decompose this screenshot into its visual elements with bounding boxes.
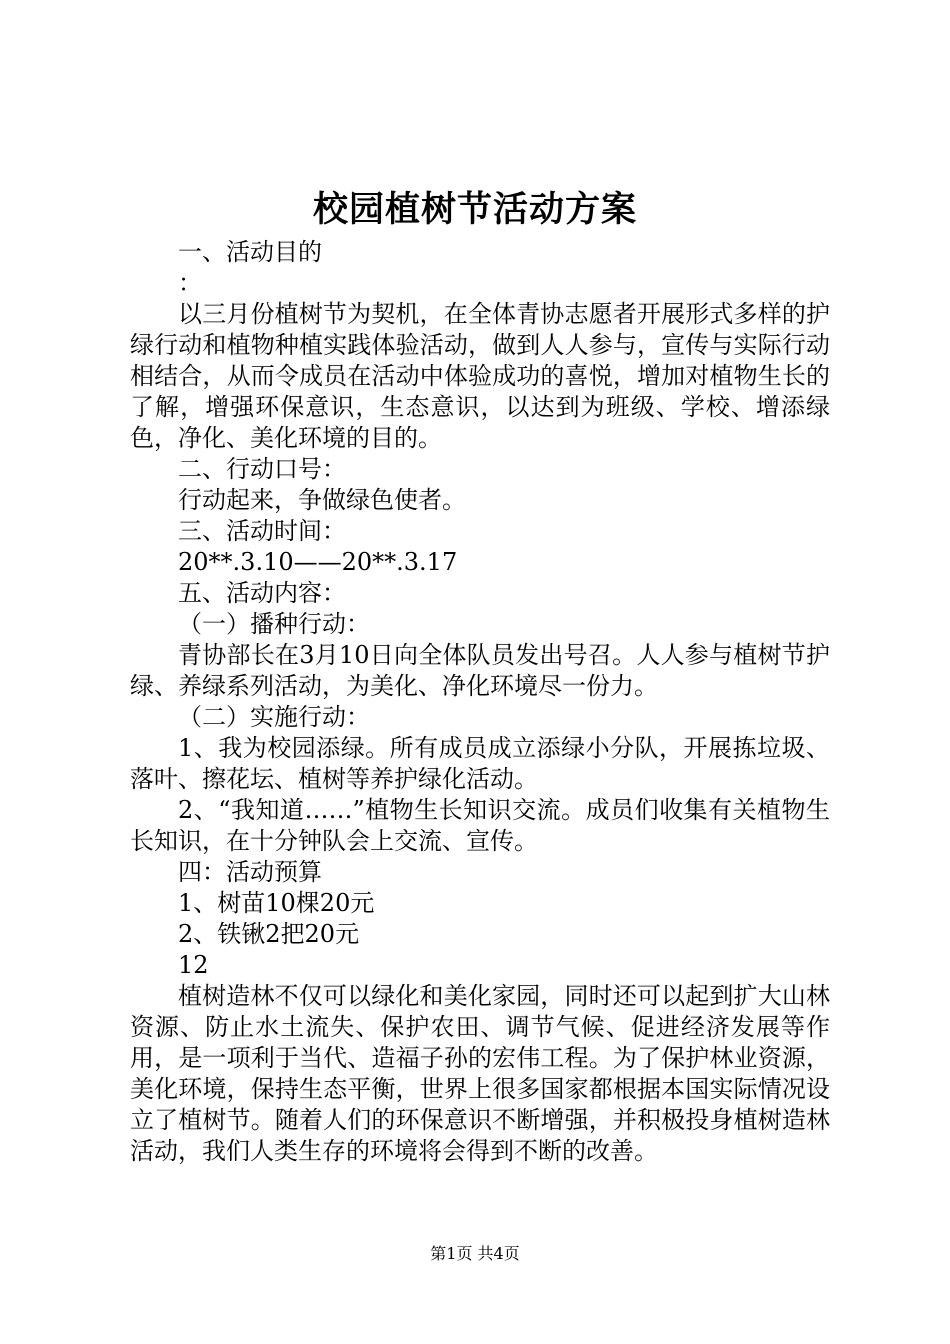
list-item-knowledge: 2、“我知道……”植物生长知识交流。成员们收集有关植物生长知识，在十分钟队会上交流、宣传。	[130, 796, 830, 855]
subheading-implementation: （二）实施行动：	[178, 703, 370, 731]
paragraph-sowing: 青协部长在3月10日向全体队员发出号召。人人参与植树节护绿、养绿系列活动，为美化、净化环境尽一份力。	[130, 641, 830, 700]
document-body	[130, 237, 830, 1167]
budget-item-shovels: 2、铁锹2把20元	[178, 920, 360, 948]
stray-number: 12	[178, 951, 209, 979]
stray-colon: ：	[178, 269, 202, 297]
page-footer: 第1页 共4页	[430, 1244, 520, 1263]
heading-time: 三、活动时间：	[178, 517, 346, 545]
paragraph-time: 20**.3.10——20**.3.17	[178, 548, 458, 576]
paragraph-afforestation: 植树造林不仅可以绿化和美化家园，同时还可以起到扩大山林资源、防止水土流失、保护农田、调节气候、促进经济发展等作用，是一项利于当代、造福子孙的宏伟工程。为了保护林业资源，美化环境，保持生态平衡，世界上很多国家都根据本国实际情况设立了植树节。随着人们的环保意识不断增强，并积极投身植树造林活动，我们人类生存的环境将会得到不断的改善。	[130, 982, 830, 1165]
heading-purpose: 一、活动目的	[178, 238, 322, 266]
document-title: 校园植树节活动方案	[312, 189, 637, 230]
paragraph-slogan: 行动起来，争做绿色使者。	[178, 486, 466, 514]
heading-slogan: 二、行动口号：	[178, 455, 346, 483]
heading-budget: 四：活动预算	[178, 858, 322, 886]
subheading-sowing: （一）播种行动：	[178, 610, 370, 638]
list-item-greening: 1、我为校园添绿。所有成员成立添绿小分队，开展拣垃圾、落叶、擦花坛、植树等养护绿化活动。	[130, 734, 830, 793]
paragraph-purpose: 以三月份植树节为契机，在全体青协志愿者开展形式多样的护绿行动和植物种植实践体验活动，做到人人参与，宣传与实际行动相结合，从而令成员在活动中体验成功的喜悦，增加对植物生长的了解，增强环保意识，生态意识，以达到为班级、学校、增添绿色，净化、美化环境的目的。	[130, 300, 830, 452]
heading-content: 五、活动内容：	[178, 579, 346, 607]
budget-item-saplings: 1、树苗10棵20元	[178, 889, 375, 917]
